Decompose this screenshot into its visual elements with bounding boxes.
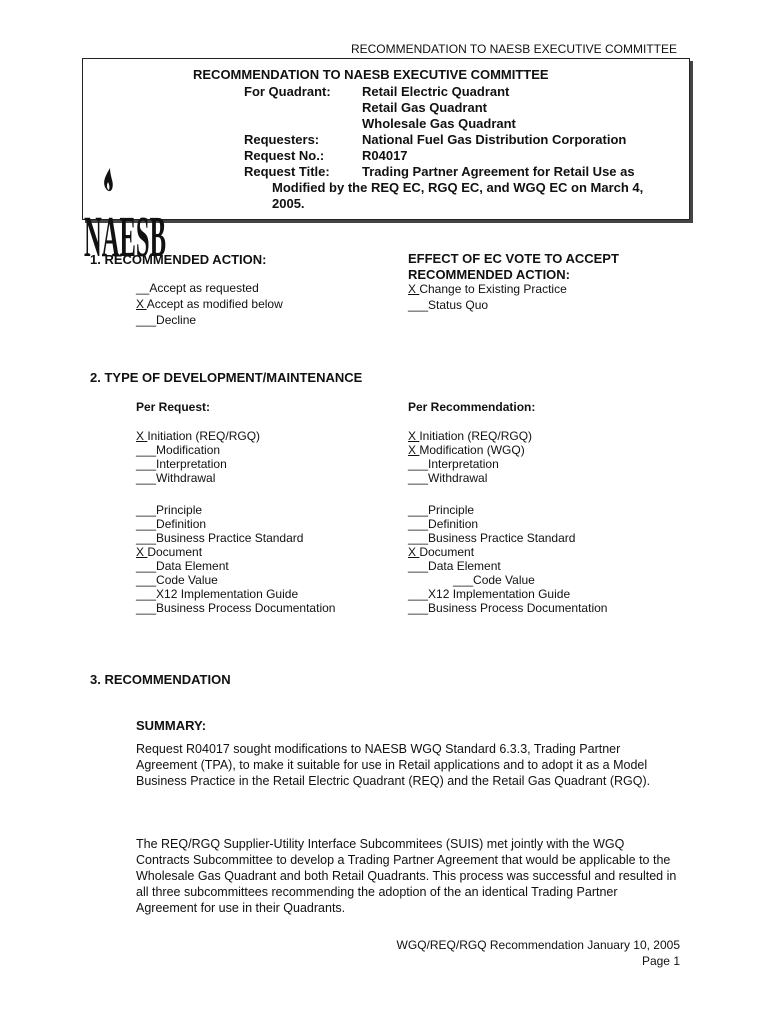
item-label: Code Value [156,573,218,587]
option-accept-as-requested [136,281,283,295]
list-item [408,587,607,601]
list-item [136,503,335,517]
item-mark: ___ [136,457,157,471]
item-label: Business Practice Standard [428,531,576,545]
per-request-label: Per Request: [136,400,211,414]
request-group1 [136,429,260,485]
list-item [408,545,607,559]
box-title: RECOMMENDATION TO NAESB EXECUTIVE COMMITTEE [193,67,549,82]
running-header: RECOMMENDATION TO NAESB EXECUTIVE COMMITTEE [350,42,677,56]
header-box [82,58,690,220]
item-label: Interpretation [156,457,227,471]
option-accept-as-modified [136,297,283,311]
request-title-line1: Trading Partner Agreement for Retail Use as [362,164,635,179]
request-no-label: Request No.: [244,148,325,163]
footer-line1: WGQ/REQ/RGQ Recommendation January 10, 2005 [396,938,680,952]
summary-paragraph-2: The REQ/RGQ Supplier-Utility Interface Subcommitees (SUIS) met jointly with the WGQ Contracts Subcommittee to develop a Trading Partner Agreement that would be applicable to the Wholesale Gas Quadrant and both Retail Quadrants. This process was successful and resulted in all three subcommittees recommending the adoption of the an identical Trading Partner Agreement for use in their Quadrants. [136,837,677,915]
effect-status-quo [408,298,567,312]
item-label: Modification [156,443,221,457]
item-label: Definition [428,517,479,531]
item-label: Business Practice Standard [156,531,304,545]
request-title-line3: 2005. [272,196,305,211]
item-mark: ___ [136,587,157,601]
item-mark: ___ [136,573,157,587]
request-title-line2: Modified by the REQ EC, RGQ EC, and WGQ EC on March 4, [272,180,644,195]
effect-mark: X [408,282,420,296]
item-label: Withdrawal [428,471,488,485]
list-item [408,573,607,587]
requesters-value: National Fuel Gas Distribution Corporation [362,132,627,147]
summary-label: SUMMARY: [136,718,207,733]
option-mark: X [136,297,147,311]
item-label: Business Process Documentation [156,601,336,615]
recommendation-group1 [408,429,532,485]
item-label: Interpretation [428,457,499,471]
item-mark: ___ [136,559,157,573]
item-label: Principle [156,503,203,517]
quadrant-1: Retail Electric Quadrant [362,84,510,99]
list-item [136,559,335,573]
request-group2 [136,503,335,615]
item-label: Business Process Documentation [428,601,608,615]
list-item [136,429,260,443]
effect-label: Change to Existing Practice [419,282,567,296]
list-item [136,587,335,601]
list-item [408,559,607,573]
item-mark: ___ [408,517,429,531]
section3-heading: 3. RECOMMENDATION [90,672,231,687]
list-item [408,443,532,457]
quadrant-3: Wholesale Gas Quadrant [362,116,516,131]
list-item [408,429,532,443]
list-item [136,601,335,615]
list-item [136,471,260,485]
item-mark: X [136,429,148,443]
request-no-value: R04017 [362,148,408,163]
effect-mark: ___ [408,298,429,312]
item-mark: ___ [408,587,429,601]
naesb-logo [82,160,172,260]
item-label: Code Value [473,573,535,587]
effect-heading-2: RECOMMENDED ACTION: [408,267,571,282]
item-mark: ___ [136,503,157,517]
section2-heading: 2. TYPE OF DEVELOPMENT/MAINTENANCE [90,370,363,385]
list-item [408,517,607,531]
list-item [408,531,607,545]
item-label: Withdrawal [156,471,216,485]
recommendation-group2 [408,503,607,615]
item-label: Document [419,545,475,559]
item-mark: ___ [408,503,429,517]
item-mark: ___ [453,573,474,587]
list-item [408,503,607,517]
quadrant-label: For Quadrant: [244,84,331,99]
item-mark: X [408,443,420,457]
list-item [136,573,335,587]
item-label: Initiation (REQ/RGQ) [147,429,261,443]
option-mark: ___ [136,313,157,327]
list-item [136,443,260,457]
item-mark: ___ [408,601,429,615]
item-label: Document [147,545,203,559]
effect-options [408,282,567,312]
effect-label: Status Quo [428,298,489,312]
list-item [136,457,260,471]
effect-change [408,282,567,296]
list-item [408,471,532,485]
option-label: Accept as requested [149,281,259,295]
list-item [136,517,335,531]
item-mark: ___ [136,471,157,485]
option-label: Decline [156,313,197,327]
item-mark: ___ [408,531,429,545]
list-item [136,531,335,545]
item-label: Principle [428,503,475,517]
item-label: Data Element [428,559,501,573]
item-mark: X [136,545,148,559]
item-mark: ___ [408,457,429,471]
item-mark: ___ [136,531,157,545]
list-item [408,457,532,471]
item-label: Data Element [156,559,229,573]
footer-page: Page 1 [641,954,680,968]
option-mark: __ [136,281,150,295]
quadrant-2: Retail Gas Quadrant [362,100,487,115]
action-options [136,281,283,327]
item-label: Modification (WGQ) [419,443,525,457]
logo-text: NAESB [84,204,166,260]
section1-heading: 1. RECOMMENDED ACTION: [90,252,267,267]
requesters-label: Requesters: [244,132,320,147]
item-mark: ___ [408,559,429,573]
item-mark: X [408,429,420,443]
summary-paragraph-1: Request R04017 sought modifications to NAESB WGQ Standard 6.3.3, Trading Partner Agreement (TPA), to make it suitable for use in Retail applications and to adopt it as a Model Business Practice in the Retail Electric Quadrant (REQ) and the Retail Gas Quadrant (RGQ). [136,742,651,788]
option-label: Accept as modified below [146,297,283,311]
per-recommendation-label: Per Recommendation: [408,400,536,414]
list-item [408,601,607,615]
effect-heading-1: EFFECT OF EC VOTE TO ACCEPT [408,251,619,266]
item-mark: ___ [136,517,157,531]
item-label: X12 Implementation Guide [428,587,571,601]
item-label: Definition [156,517,207,531]
item-label: Initiation (REQ/RGQ) [419,429,533,443]
option-decline [136,313,283,327]
request-title-label: Request Title: [244,164,330,179]
item-mark: ___ [408,471,429,485]
list-item [136,545,335,559]
item-mark: X [408,545,420,559]
item-label: X12 Implementation Guide [156,587,299,601]
item-mark: ___ [136,601,157,615]
item-mark: ___ [136,443,157,457]
